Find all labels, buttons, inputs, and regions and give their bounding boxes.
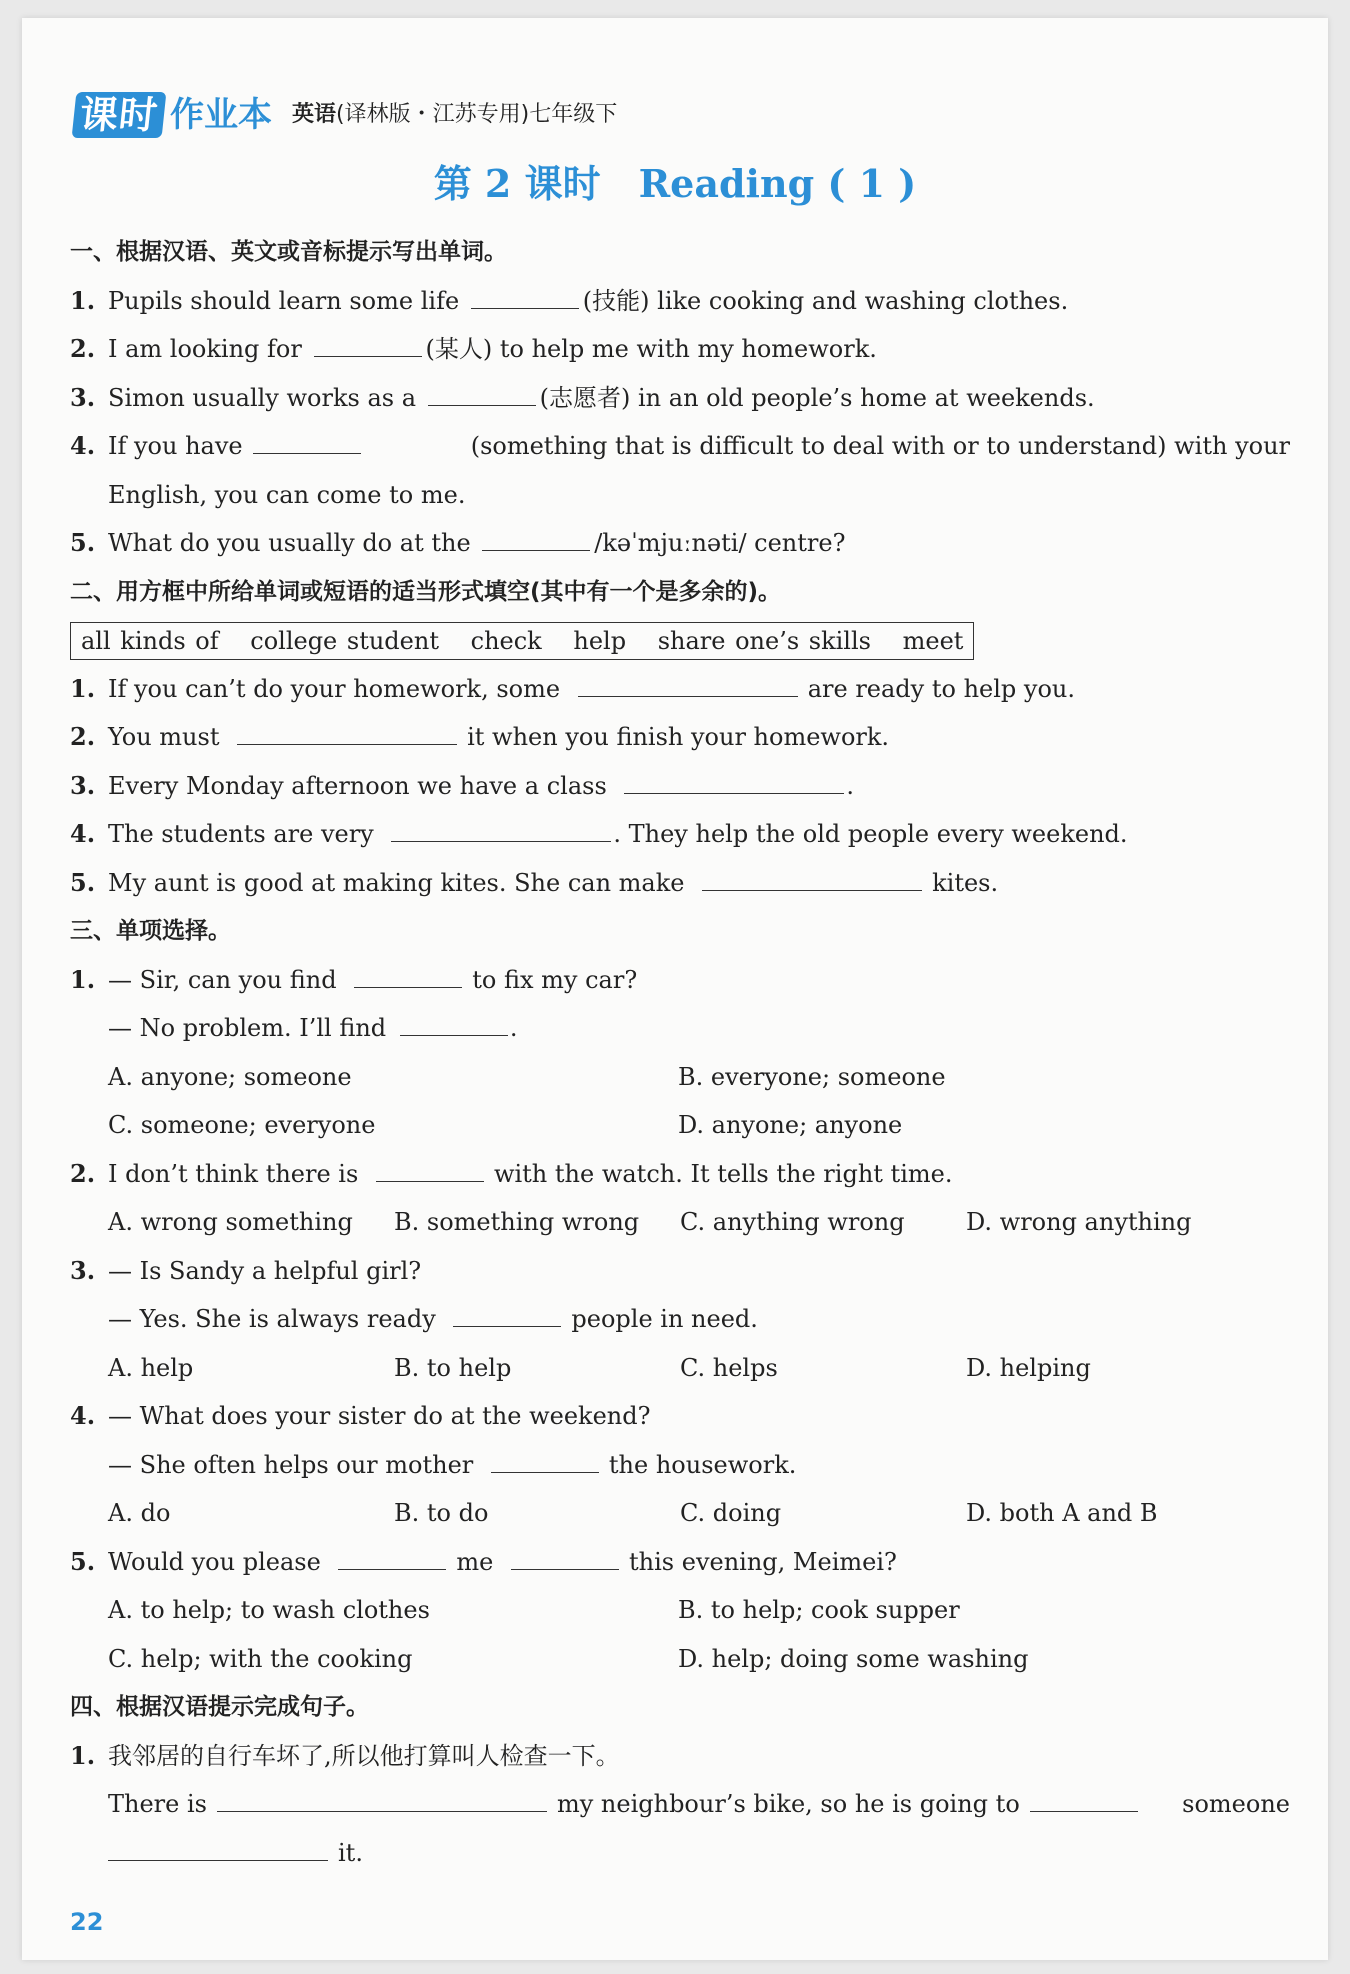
option-d[interactable]: D. both A and B (966, 1499, 1158, 1527)
s3-q1-options-cd (70, 1101, 1290, 1150)
question-text: Pupils should learn some life (108, 286, 460, 315)
worksheet-page (22, 18, 1328, 1960)
s1-question-3 (70, 374, 1290, 423)
question-number: 1. (70, 285, 96, 315)
answer-blank[interactable] (702, 868, 922, 891)
answer-blank[interactable] (253, 431, 361, 454)
question-text: this evening, Meimei? (629, 1547, 897, 1576)
question-text: the housework. (608, 1450, 797, 1479)
question-text: it. (338, 1838, 363, 1867)
option-a[interactable]: A. to help; to wash clothes (108, 1596, 430, 1624)
s2-question-5 (70, 859, 1290, 908)
question-number: 5. (70, 1546, 96, 1576)
answer-blank[interactable] (453, 1304, 561, 1327)
s1-question-4 (70, 422, 1290, 471)
s1-question-2 (70, 325, 1290, 374)
question-text: to fix my car? (472, 965, 638, 994)
section-1-title: 一、根据汉语、英文或音标提示写出单词。 (70, 239, 507, 265)
s3-question-4-reply (70, 1441, 1290, 1490)
brand-logo (74, 92, 272, 138)
question-text: There is (108, 1790, 207, 1818)
question-number: 1. (70, 673, 96, 703)
question-text: If you have (108, 432, 243, 460)
s3-q1-options-ab (70, 1053, 1290, 1102)
question-text: Would you please (108, 1547, 321, 1576)
question-text: I am looking for (108, 335, 302, 363)
word-option: meet (902, 627, 964, 655)
s2-question-1 (70, 665, 1290, 714)
question-number: 5. (70, 528, 96, 557)
question-text: me (456, 1547, 494, 1576)
question-text: people in need. (571, 1305, 758, 1333)
question-number: 1. (70, 964, 96, 994)
question-text: — No problem. I’ll find (108, 1014, 387, 1042)
question-text: someone (1182, 1790, 1290, 1818)
s3-question-3 (70, 1247, 1290, 1296)
lesson-title: 第 2 课时 Reading ( 1 ) (433, 161, 917, 206)
question-text: my neighbour’s bike, so he is going to (556, 1790, 1020, 1818)
answer-blank[interactable] (391, 819, 611, 842)
question-text: — Sir, can you find (108, 965, 337, 994)
question-text: (志愿者) in an old people’s home at weekends. (539, 383, 1095, 412)
answer-blank[interactable] (624, 771, 844, 794)
subject-rest: (译林版・江苏专用)七年级下 (336, 102, 618, 127)
s4-question-1-cont (70, 1829, 1290, 1878)
question-text: (技能) like cooking and washing clothes. (582, 286, 1069, 315)
question-number: 5. (70, 867, 96, 897)
question-text: The students are very (108, 820, 374, 848)
option-d[interactable]: D. helping (966, 1353, 1091, 1382)
answer-blank[interactable] (338, 1547, 446, 1570)
option-c[interactable]: C. helps (680, 1353, 778, 1382)
answer-blank[interactable] (1030, 1789, 1138, 1812)
section-3-title: 三、单项选择。 (70, 918, 231, 944)
question-text: . (509, 1014, 518, 1042)
question-number: 4. (70, 431, 96, 460)
answer-blank[interactable] (428, 383, 536, 406)
question-text: My aunt is good at making kites. She can make (108, 868, 685, 897)
answer-blank[interactable] (376, 1159, 484, 1182)
answer-blank[interactable] (108, 1838, 328, 1861)
s4-question-1-sentence (70, 1780, 1290, 1829)
question-text: /kəˈmjuːnəti/ centre? (594, 529, 846, 557)
s3-q5-options-cd (70, 1635, 1290, 1684)
answer-blank[interactable] (217, 1789, 547, 1812)
question-text: it when you finish your homework. (467, 723, 890, 751)
page-header (74, 78, 617, 138)
option-b[interactable]: B. to do (394, 1499, 489, 1527)
option-a[interactable]: A. do (108, 1499, 171, 1527)
logo-box: 课时 (72, 92, 167, 138)
subject-bold: 英语 (292, 102, 337, 127)
option-d[interactable]: D. anyone; anyone (678, 1111, 903, 1139)
subject-label (292, 92, 617, 138)
question-text: Simon usually works as a (108, 383, 417, 412)
s3-question-5 (70, 1538, 1290, 1587)
answer-blank[interactable] (511, 1547, 619, 1570)
answer-blank[interactable] (578, 674, 798, 697)
s3-q2-options (70, 1198, 1290, 1247)
option-d[interactable]: D. wrong anything (966, 1208, 1192, 1236)
option-a[interactable]: A. wrong something (108, 1208, 353, 1236)
word-option: all kinds of (81, 627, 219, 655)
s4-question-1 (70, 1732, 1290, 1781)
question-number: 2. (70, 334, 96, 363)
s3-question-3-reply (70, 1295, 1290, 1344)
option-b[interactable]: B. to help (394, 1353, 512, 1382)
answer-blank[interactable] (482, 528, 590, 551)
s2-question-4 (70, 810, 1290, 859)
s3-q4-options (70, 1489, 1290, 1538)
option-b[interactable]: B. everyone; someone (678, 1062, 946, 1091)
answer-blank[interactable] (400, 1013, 508, 1036)
question-text: — She often helps our mother (108, 1450, 474, 1479)
section-4-title: 四、根据汉语提示完成句子。 (70, 1694, 369, 1720)
question-text: I don’t think there is (108, 1159, 359, 1188)
answer-blank[interactable] (471, 286, 579, 309)
question-text: Every Monday afternoon we have a class (108, 771, 607, 800)
question-text: You must (108, 723, 220, 751)
s3-question-1 (70, 956, 1290, 1005)
word-option: share one’s skills (657, 627, 871, 655)
question-text: (something that is difficult to deal with or to understand) with your (470, 432, 1290, 460)
chinese-prompt: 我邻居的自行车坏了,所以他打算叫人检查一下。 (108, 1741, 620, 1770)
option-d[interactable]: D. help; doing some washing (678, 1644, 1029, 1673)
question-text: — What does your sister do at the weekend? (108, 1402, 651, 1430)
section-2-title: 二、用方框中所给单词或短语的适当形式填空(其中有一个是多余的)。 (70, 578, 782, 605)
answer-blank[interactable] (491, 1450, 599, 1473)
s3-question-4 (70, 1392, 1290, 1441)
answer-blank[interactable] (237, 722, 457, 745)
s3-q5-options-ab (70, 1586, 1290, 1635)
s1-question-5 (70, 519, 1290, 568)
option-c[interactable]: C. doing (680, 1499, 782, 1527)
option-b[interactable]: B. something wrong (394, 1208, 640, 1236)
question-text: What do you usually do at the (108, 529, 471, 557)
question-text: — Is Sandy a helpful girl? (108, 1256, 422, 1285)
question-number: 3. (70, 1255, 96, 1285)
word-option: college student (250, 627, 439, 655)
word-box-row (70, 616, 1290, 665)
option-b[interactable]: B. to help; cook supper (678, 1596, 960, 1624)
question-number: 4. (70, 1401, 96, 1430)
option-a[interactable]: A. anyone; someone (108, 1062, 352, 1091)
page-number: 22 (70, 1908, 104, 1936)
s3-question-2 (70, 1150, 1290, 1199)
question-text: are ready to help you. (807, 674, 1075, 703)
option-a[interactable]: A. help (108, 1353, 194, 1382)
s1-question-1 (70, 277, 1290, 326)
question-text: kites. (932, 868, 999, 897)
answer-blank[interactable] (314, 334, 422, 357)
s2-question-3 (70, 762, 1290, 811)
question-number: 1. (70, 1740, 96, 1770)
s1-question-4-cont: English, you can come to me. (108, 480, 466, 509)
question-number: 3. (70, 382, 96, 412)
word-box (70, 622, 974, 660)
question-body (108, 422, 1290, 471)
question-text: If you can’t do your homework, some (108, 674, 561, 703)
question-number: 4. (70, 819, 96, 848)
question-number: 2. (70, 722, 96, 751)
logo-text: 作业本 (170, 95, 273, 135)
option-c[interactable]: C. anything wrong (680, 1208, 905, 1236)
s3-question-1-reply (70, 1004, 1290, 1053)
question-text: . They help the old people every weekend. (613, 820, 1128, 848)
exercise-content (70, 228, 1290, 1877)
question-text: . (846, 771, 855, 800)
word-option: help (573, 627, 627, 655)
question-text: — Yes. She is always ready (108, 1305, 436, 1333)
option-c[interactable]: C. someone; everyone (108, 1111, 376, 1139)
question-number: 3. (70, 770, 96, 800)
question-number: 2. (70, 1158, 96, 1188)
word-option: check (470, 627, 542, 655)
question-text: with the watch. It tells the right time. (493, 1159, 953, 1188)
s2-question-2 (70, 713, 1290, 762)
s3-q3-options (70, 1344, 1290, 1393)
question-text: (某人) to help me with my homework. (425, 335, 877, 363)
answer-blank[interactable] (354, 965, 462, 988)
option-c[interactable]: C. help; with the cooking (108, 1644, 413, 1673)
